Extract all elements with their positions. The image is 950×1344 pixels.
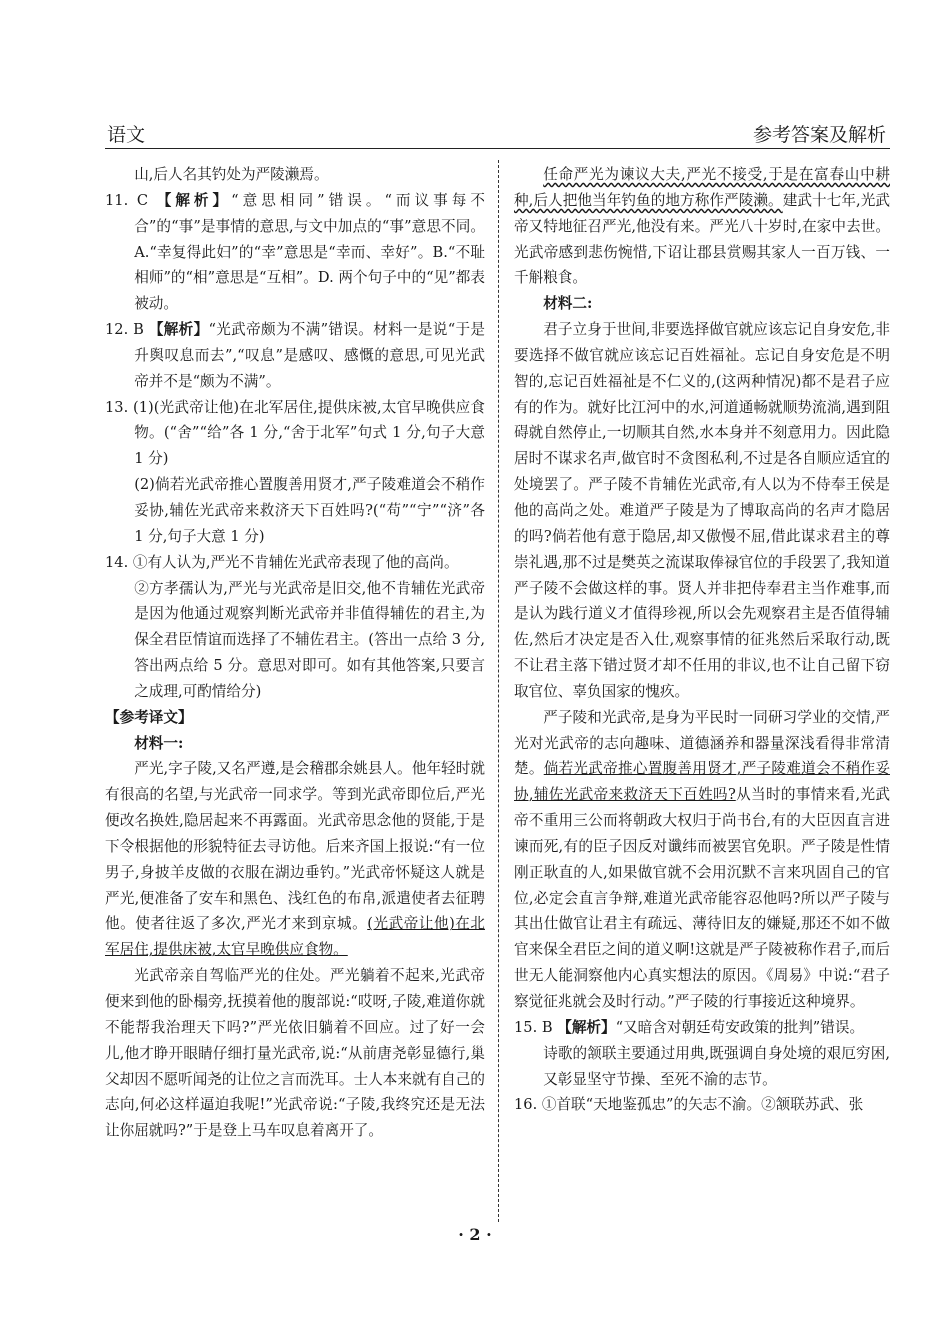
answer-12 — [105, 317, 485, 395]
translation-para-2: 光武帝亲自驾临严光的住处。严光躺着不起来,光武帝便来到他的卧榻旁,抚摸着他的腹部说:“哎呀,子陵,难道你就不能帮我治理天下吗?”严光依旧躺着不回应。过了好一会儿,他才睁开眼睛仔细打量光武帝,说:“从前唐尧彰显德行,巢父却因不愿听闻尧的让位之言而洗耳。士人本来就有自己的志向,何必这样逼迫我呢!”光武帝说:“子陵,我终究还是无法让你屈就吗?”于是登上马车叹息着离开了。 — [105, 967, 485, 1140]
material-1-title: 材料一: — [134, 734, 184, 752]
continued-text: 山,后人名其钓处为严陵濑焉。 — [134, 166, 329, 183]
left-column — [105, 162, 485, 1144]
page-number: · 2 · — [458, 1225, 492, 1244]
translation-para-3 — [514, 162, 890, 291]
translation-para-5-text-a: 严子陵和光武帝,是身为平民时一同研习学业的交情,严光对光武帝的志向趣味、道德涵养和器量深浅看得非常清楚。 — [514, 708, 890, 778]
page-header — [105, 118, 890, 149]
answer-15 — [514, 1015, 890, 1041]
underlined-sentence-2: 倘若光武帝推心置腹善用贤才,严子陵难道会不稍作妥协,辅佐光武帝来救济天下百姓吗? — [514, 760, 890, 804]
analysis-tag: 【解析】 — [148, 321, 209, 339]
analysis-tag: 【解析】 — [557, 1018, 616, 1036]
reference-translation-title: 【参考译文】 — [105, 708, 193, 726]
translation-para-4: 君子立身于世间,非要选择做官就应该忘记自身安危,非要选择不做官就应该忘记百姓福祉。忘记自身安危是不明智的,忘记百姓福祉是不仁义的,(这两种情况)都不是君子应有的作为。就好比江河中的水,河道通畅就顺势流淌,遇到阻碍就自然停止,一切顺其自然,水本身并不刻意用力。因此隐居时不谋求名声,做官时不贪图私利,不过是各自顺应适宜的处境罢了。严子陵不肯辅佐光武帝,有人以为不侍奉王侯是他的高尚之处。难道严子陵是为了博取高尚的名声才隐居的吗?倘若他有意于隐居,却又傲慢不屈,借此谋求君主的尊崇礼遇,那不过是樊英之流谋取俸禄官位的手段罢了,我知道严子陵不会做这样的事。贤人并非把侍奉君主当作难事,而是认为践行道义才值得珍视,所以会先观察君主是否值得辅佐,然后才决定是否入仕,观察事情的征兆然后采取行动,既不让君主落下错过贤才却不任用的非议,也不让自己留下窃取官位、辜负国家的愧疚。 — [514, 321, 890, 700]
answer-14-part1: 14. ①有人认为,严光不肯辅佐光武帝表现了他的高尚。 — [105, 553, 459, 571]
answer-15-head: 15. B — [514, 1018, 558, 1036]
wavy-underlined-sentence: 任命严光为谏议大夫,严光不接受,于是在富春山中耕种,后人把他当年钓鱼的地方称作严陵濑。 — [514, 166, 890, 209]
answer-15-text: “又暗含对朝廷苟安政策的批判”错误。 — [615, 1018, 865, 1036]
translation-para-1-text: 严光,字子陵,又名严遵,是会稽郡余姚县人。他年轻时就有很高的名望,与光武帝一同求学。等到光武帝即位后,严光便改名换姓,隐居起来不再露面。光武帝思念他的贤能,于是下令根据他的形貌特征去寻访他。后来齐国上报说:“有一位男子,身披羊皮做的衣服在湖边垂钓。”光武帝怀疑这人就是严光,便准备了安车和黑色、浅红色的布帛,派遣使者去征聘他。使者往返了多次,严光才来到京城。 — [105, 760, 485, 933]
answer-11-head: 11. C — [105, 191, 157, 209]
translation-para-3-text: 建武十七年,光武帝又特地征召严光,他没有来。严光八十岁时,在家中去世。光武帝感到悲伤惋惜,下诏让郡县赏赐其家人一百万钱、一千斛粮食。 — [514, 191, 891, 287]
answer-13-part2: (2)倘若光武帝推心置腹善用贤才,严子陵难道会不稍作妥协,辅佐光武帝来救济天下百姓吗?(“苟”“宁”“济”各 1 分,句子大意 1 分) — [134, 476, 485, 545]
answer-12-head: 12. B — [105, 321, 149, 339]
translation-para-1 — [105, 756, 485, 963]
header-section: 参考答案及解析 — [752, 124, 886, 146]
answer-14-part2: ②方孝孺认为,严光与光武帝是旧交,他不肯辅佐光武帝是因为他通过观察判断光武帝并非值得辅佐的君主,为保全君臣情谊而选择了不辅佐君主。(答出一点给 3 分,答出两点给 5 分。意思对即可。如有其他答案,只要言之成理,可酌情给分) — [134, 579, 485, 700]
underlined-sentence-1: (光武帝让他)在北军居住,提供床被,太官早晚供应食物。 — [105, 915, 485, 959]
translation-para-5 — [514, 705, 890, 1015]
answer-15-detail: 诗歌的颔联主要通过用典,既强调自身处境的艰厄穷困,又彰显坚守节操、至死不渝的志节。 — [543, 1044, 890, 1088]
column-divider — [498, 160, 499, 1222]
answer-11 — [105, 188, 485, 317]
answer-12-text: “光武帝颇为不满”错误。材料一是说“于是升舆叹息而去”,“叹息”是感叹、感慨的意思,可见光武帝并不是“颇为不满”。 — [134, 321, 485, 390]
analysis-tag: 【解析】 — [156, 191, 232, 209]
material-2-title: 材料二: — [543, 295, 593, 313]
header-subject: 语文 — [107, 124, 146, 146]
right-column — [514, 162, 890, 1118]
answer-16: 16. ①首联“天地鉴孤忠”的矢志不渝。②颔联苏武、张 — [514, 1096, 864, 1114]
translation-para-5-text-b: 从当时的事情来看,光武帝不重用三公而将朝政大权归于尚书台,有的大臣因直言进谏而死,有的臣子因反对谶纬而被罢官免职。严子陵是性情刚正耿直的人,如果做官就不会用沉默不言来巩固自己的官位,必定会直言争辩,难道光武帝能容忍他吗?所以严子陵与其出仕做官让君主有疏远、薄待旧友的嫌疑,那还不如不做官来保全君臣之间的道义啊!这就是严子陵被称作君子,而后世无人能洞察他内心真实想法的原因。《周易》中说:“君子察觉征兆就会及时行动。”严子陵的行事接近这种境界。 — [514, 786, 890, 1010]
answer-13-part1: 13. (1)(光武帝让他)在北军居住,提供床被,太官早晚供应食物。(“舍”“给”各 1 分,“舍于北军”句式 1 分,句子大意 1 分) — [105, 398, 485, 468]
answer-11-text: “意思相同”错误。“而议事每不合”的“事”是事情的意思,与文中加点的“事”意思不同。A.“幸复得此妇”的“幸”意思是“幸而、幸好”。B.“不耻相师”的“相”意思是“互相”。D. 两个句子中的“见”都表被动。 — [134, 191, 485, 313]
